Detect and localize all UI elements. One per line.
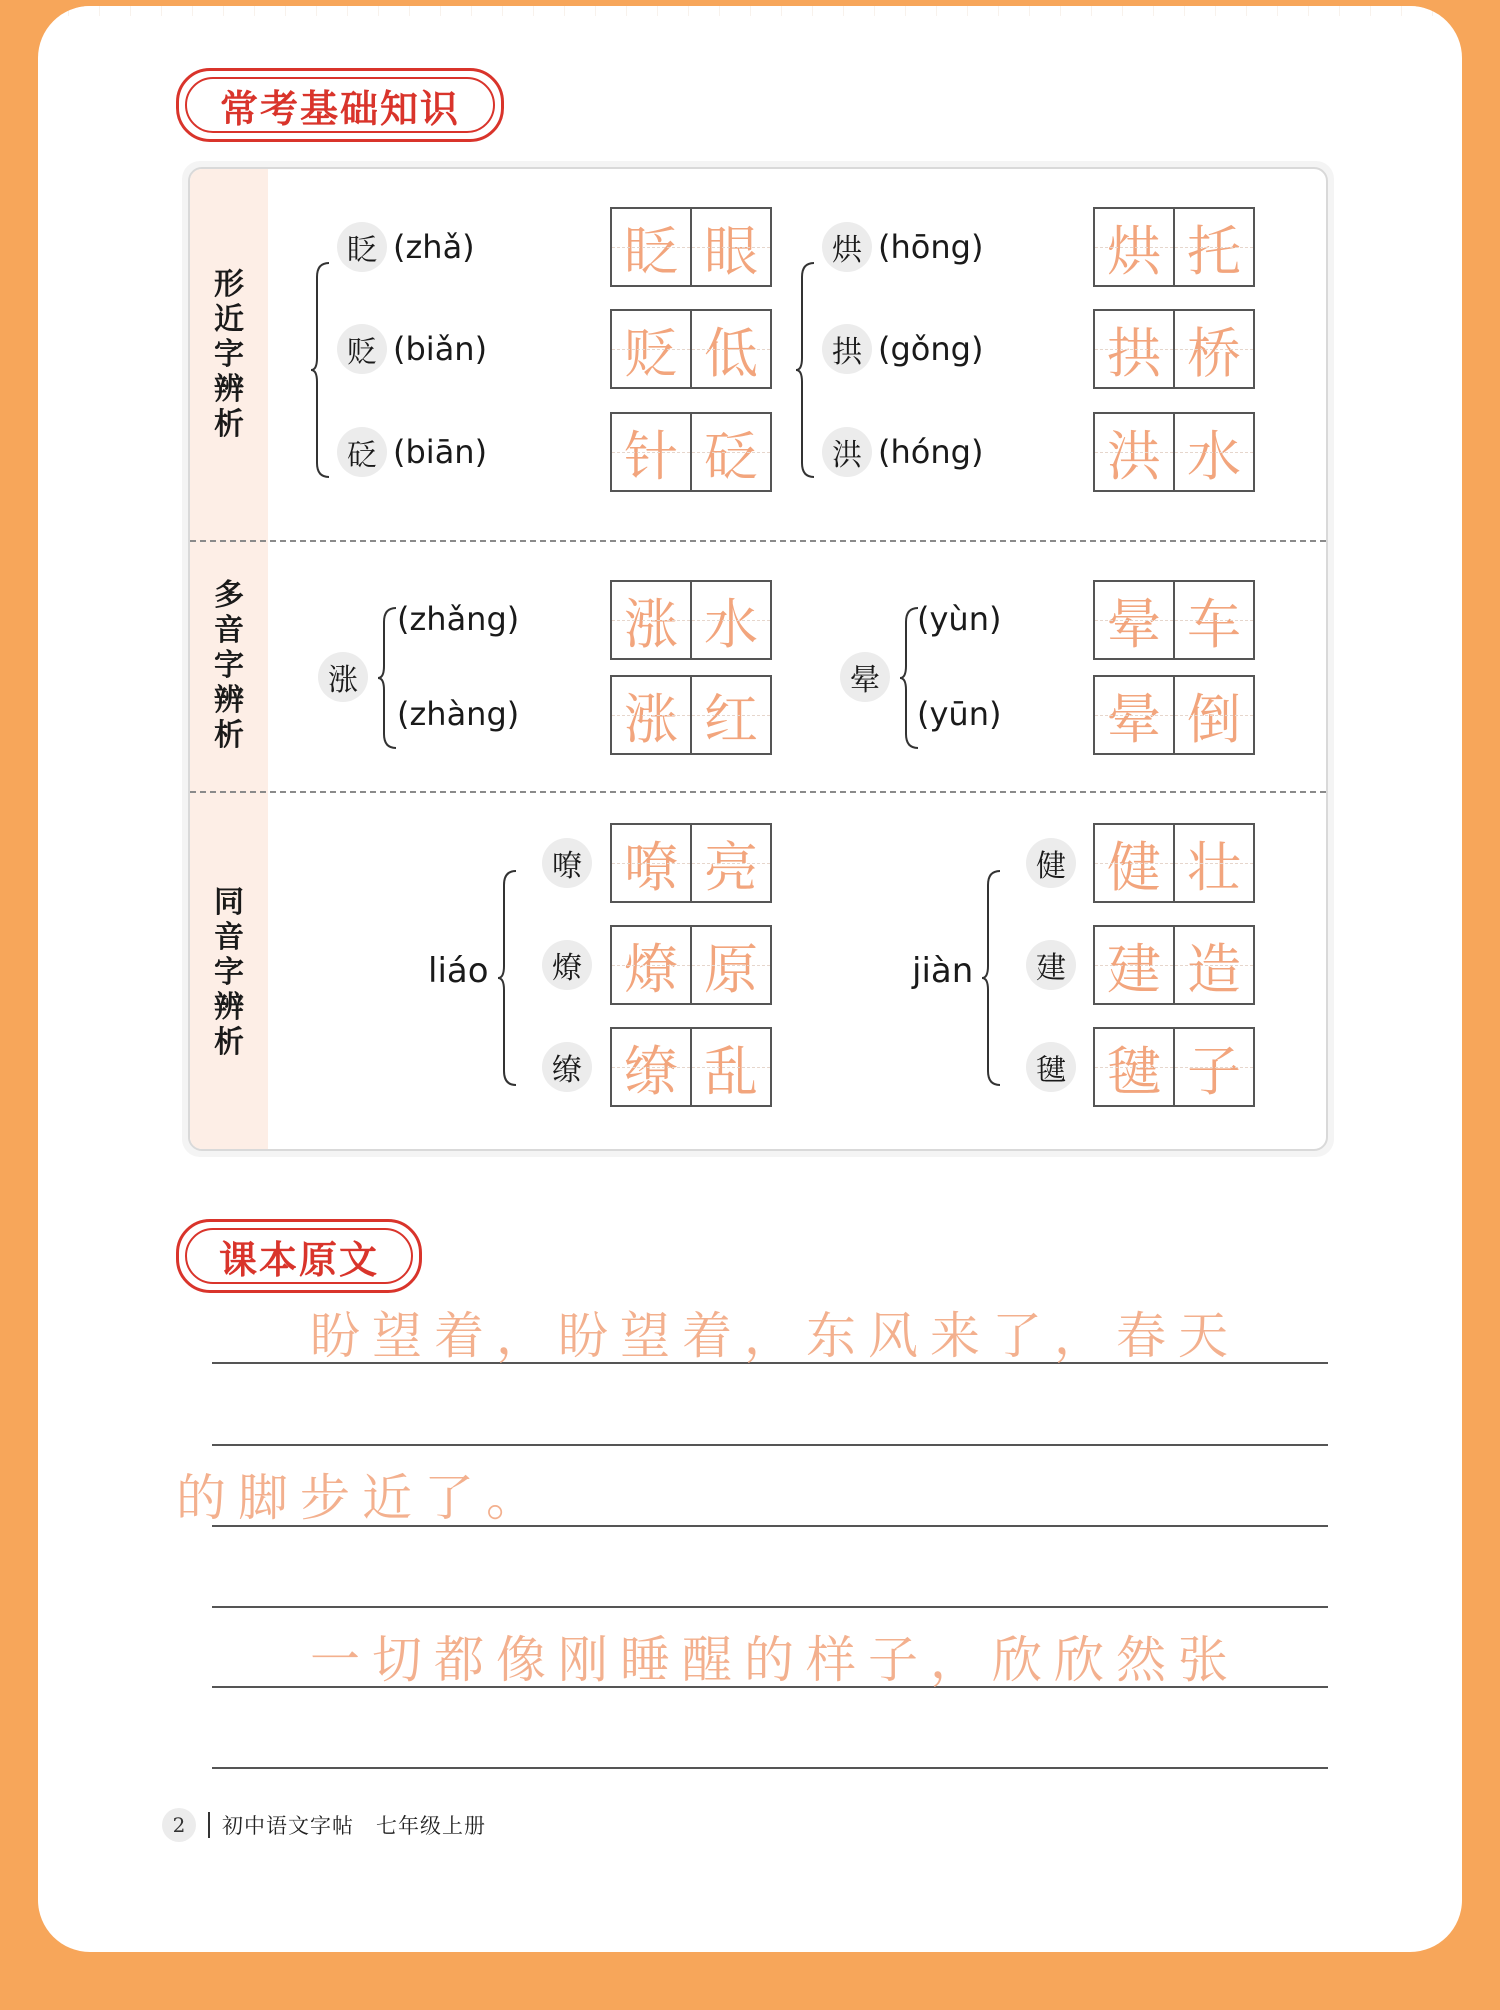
grid-char: 毽 [1095,1029,1173,1105]
page-footer [162,1808,486,1842]
pinyin-text: yùn [929,600,989,638]
grid-char: 健 [1095,825,1173,901]
brace-icon [309,261,333,479]
pinyin-annotation: ( biǎn ) [393,330,488,368]
brace-icon [496,869,520,1087]
knowledge-panel [182,161,1334,1157]
grid-char: 缭 [612,1029,690,1105]
tian-grid [610,1027,772,1107]
footer-divider [208,1812,210,1838]
copy-text-line: 的脚步近了。 [176,1469,548,1527]
tian-grid [1093,675,1255,755]
brace-icon [980,869,1004,1087]
grid-char: 燎 [612,927,690,1003]
char-circle: 燎 [542,940,592,990]
char-circle: 涨 [318,652,368,702]
top-decoration [38,6,1462,16]
char-circle: 砭 [337,427,387,477]
grid-char: 烘 [1095,209,1173,285]
grid-char: 水 [1173,414,1253,490]
category-label-tongyin [190,791,268,1151]
grid-char: 红 [690,677,770,753]
grid-char: 砭 [690,414,770,490]
char-circle: 眨 [337,222,387,272]
pinyin-group-label: liáo [428,951,489,991]
grid-char: 倒 [1173,677,1253,753]
pinyin-annotation: ( yūn ) [917,695,1002,733]
tian-grid [1093,1027,1255,1107]
tian-grid [610,207,772,287]
tian-grid [1093,207,1255,287]
category-char: 辨 [214,989,244,1025]
pinyin-annotation: ( zhǎ ) [393,228,475,266]
char-circle: 建 [1026,940,1076,990]
tian-grid [610,580,772,660]
pinyin-text: hōng [890,228,971,266]
grid-char: 涨 [612,582,690,658]
grid-char: 贬 [612,311,690,387]
tian-grid [610,925,772,1005]
category-char: 同 [214,884,244,920]
category-char: 析 [214,407,244,442]
category-char: 近 [214,302,244,337]
category-char: 多 [214,578,244,613]
char-circle: 洪 [822,427,872,477]
tian-grid [610,675,772,755]
row-divider [190,791,1326,793]
tian-grid [610,412,772,492]
pinyin-text: biǎn [405,330,475,368]
grid-char: 晕 [1095,677,1173,753]
writing-line [212,1606,1328,1608]
pinyin-text: biān [405,433,475,471]
category-label-duoyin [190,540,268,791]
pinyin-text: zhǎng [409,600,507,638]
grid-char: 眼 [690,209,770,285]
pinyin-text: yūn [929,695,989,733]
copy-text-line: 一切都像刚睡醒的样子，欣欣然张 [310,1631,1240,1689]
section-badge-basic [176,68,504,142]
grid-char: 低 [690,311,770,387]
grid-char: 晕 [1095,582,1173,658]
copy-text-line: 盼望着，盼望着，东风来了，春天 [310,1307,1240,1365]
char-circle: 健 [1026,838,1076,888]
section-title: 课本原文 [218,1236,379,1282]
tian-grid [1093,823,1255,903]
worksheet-page [38,6,1462,1952]
pinyin-annotation: ( zhàng ) [397,695,520,733]
char-circle: 毽 [1026,1042,1076,1092]
section-title: 常考基础知识 [219,85,460,131]
category-label-xingjin [190,169,268,540]
writing-line [212,1767,1328,1769]
tian-grid [1093,925,1255,1005]
grid-char: 车 [1173,582,1253,658]
brace-icon [794,261,818,479]
grid-char: 针 [612,414,690,490]
grid-char: 桥 [1173,311,1253,387]
tian-grid [610,309,772,389]
category-char: 析 [214,1024,244,1060]
grid-char: 乱 [690,1029,770,1105]
grid-char: 建 [1095,927,1173,1003]
pinyin-annotation: ( biān ) [393,433,488,471]
grid-char: 拱 [1095,311,1173,387]
page-number: 2 [162,1808,196,1842]
grid-char: 眨 [612,209,690,285]
grid-char: 涨 [612,677,690,753]
pinyin-text: zhǎ [405,228,463,266]
char-circle: 贬 [337,324,387,374]
row-divider [190,540,1326,542]
grid-char: 亮 [690,825,770,901]
category-char: 辨 [214,683,244,718]
section-badge-original [176,1219,422,1293]
book-title: 初中语文字帖 七年级上册 [222,1814,486,1838]
pinyin-annotation: ( zhǎng ) [397,600,520,638]
tian-grid [1093,580,1255,660]
grid-char: 壮 [1173,825,1253,901]
knowledge-card [188,167,1328,1151]
category-char: 音 [214,919,244,955]
category-char: 字 [214,954,244,990]
pinyin-text: zhàng [409,695,507,733]
category-char: 形 [214,267,244,302]
grid-char: 造 [1173,927,1253,1003]
grid-char: 原 [690,927,770,1003]
tian-grid [610,823,772,903]
char-circle: 晕 [840,652,890,702]
grid-char: 托 [1173,209,1253,285]
pinyin-text: hóng [890,433,971,471]
category-char: 析 [214,718,244,753]
category-char: 字 [214,648,244,683]
char-circle: 缭 [542,1042,592,1092]
tian-grid [1093,309,1255,389]
grid-char: 洪 [1095,414,1173,490]
pinyin-annotation: ( hóng ) [878,433,984,471]
char-circle: 嘹 [542,838,592,888]
writing-line [212,1444,1328,1446]
pinyin-annotation: ( hōng ) [878,228,984,266]
category-char: 辨 [214,372,244,407]
grid-char: 嘹 [612,825,690,901]
pinyin-group-label: jiàn [912,951,974,991]
pinyin-annotation: ( gǒng ) [878,330,984,368]
category-char: 字 [214,337,244,372]
grid-char: 水 [690,582,770,658]
char-circle: 拱 [822,324,872,374]
category-char: 音 [214,613,244,648]
char-circle: 烘 [822,222,872,272]
pinyin-text: gǒng [890,330,971,368]
pinyin-annotation: ( yùn ) [917,600,1002,638]
grid-char: 子 [1173,1029,1253,1105]
tian-grid [1093,412,1255,492]
